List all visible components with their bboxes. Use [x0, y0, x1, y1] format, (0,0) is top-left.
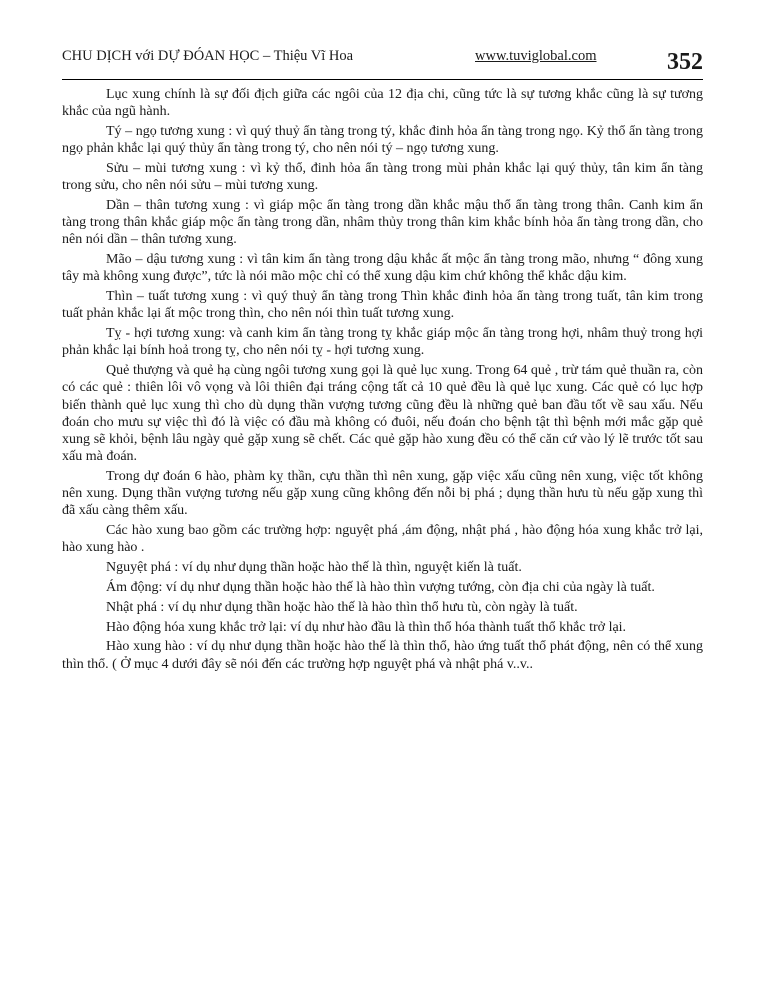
header-divider — [62, 79, 703, 80]
paragraph: Tý – ngọ tương xung : vì quý thuỷ ẩn tàng trong tý, khắc đinh hỏa ẩn tàng trong ngọ. Kỷ thổ ẩn tàng trong ngọ phản khắc lại quý thủy ẩn tàng trong tý, cho nên nói tý – ngọ tương xung. — [62, 124, 703, 157]
paragraph: Lục xung chính là sự đối địch giữa các ngôi của 12 địa chi, cũng tức là sự tương khắc cũng là sự tương khắc của ngũ hành. — [62, 87, 703, 120]
paragraph: Hào động hóa xung khắc trở lại: ví dụ như hào đầu là thìn thổ hóa thành tuất thổ khắc trở lại. — [106, 619, 627, 635]
paragraph: Quẻ thượng và quẻ hạ cùng ngôi tương xung gọi là quẻ lục xung. Trong 64 quẻ , trừ tám quẻ thuần ra, còn có các quẻ : thiên lôi vô vọng và lôi thiên đại tráng cộng tất cả 10 quẻ đều là quẻ lục xung. Các quẻ có lục hợp biến thành quẻ lục xung thì cho dù dụng thần vượng tương cũng đều là những quẻ ban đầu tốt về sau xấu. Nếu đoán cho mưu sự việc thì đó là việc có đầu mà không có đuôi, nếu đoán cho bệnh tật thì bệnh mới mắc gặp quẻ xung sẽ khỏi, bệnh lâu ngày quẻ gặp xung sẽ chết. Các quẻ gặp hào xung đều có thể căn cứ vào lý lẽ trước tốt sau xấu mà đoán. — [62, 363, 703, 465]
page-number: 352 — [667, 49, 703, 75]
website-link[interactable]: www.tuviglobal.com — [475, 48, 597, 64]
paragraph: Các hào xung bao gồm các trường hợp: nguyệt phá ,ám động, nhật phá , hào động hóa xung khắc trở lại, hào xung hào . — [62, 523, 703, 556]
paragraph: Nguyệt phá : ví dụ như dụng thần hoặc hào thế là thìn, nguyệt kiến là tuất. — [106, 560, 522, 576]
paragraph: Sửu – mùi tương xung : vì kỷ thổ, đinh hỏa ẩn tàng trong mùi phản khắc lại quý thủy, tân kim ẩn tàng trong sửu, cho nên nói sửu – mùi tương xung. — [62, 161, 703, 194]
paragraph: Dần – thân tương xung : vì giáp mộc ẩn tàng trong dần khắc mậu thổ ẩn tàng trong thân. Canh kim ẩn tàng trong thân khắc giáp mộc ẩn tàng trong dần, nhâm thủy trong thân kim khắc bính hỏa ẩn tàng trong dần, cho nên nói dần – thân tương xung. — [62, 198, 703, 248]
paragraph: Ám động: ví dụ như dụng thần hoặc hào thế là hào thìn vượng tướng, còn địa chi của ngày là tuất. — [106, 580, 655, 596]
paragraph: Mão – dậu tương xung : vì tân kim ẩn tàng trong dậu khắc ất mộc ẩn tàng trong mão, nhưng “ đông xung tây mà không xung được”, tức là nói mão mộc chỉ có thể xung dậu kim chứ không thể khắc dậu kim. — [62, 252, 703, 285]
page-body — [62, 86, 703, 675]
paragraph: Tỵ - hợi tương xung: và canh kim ẩn tàng trong tỵ khắc giáp mộc ẩn tàng trong hợi, nhâm thuỷ trong hợi phản khắc lại bính hoả trong tỵ, cho nên nói tỵ - hợi tương xung. — [62, 326, 703, 359]
book-title: CHU DỊCH với DỰ ĐÓAN HỌC – Thiệu Vĩ Hoa — [62, 48, 354, 64]
paragraph: Nhật phá : ví dụ như dụng thần hoặc hào thế là hào thìn thổ hưu tù, còn ngày là tuất. — [106, 599, 578, 615]
paragraph: Thìn – tuất tương xung : vì quý thuỷ ẩn tàng trong Thìn khắc đinh hỏa ẩn tàng trong tuất, tân kim trong tuất phản khắc lại ất mộc trong thìn, cho nên nói thìn tuất tương xung. — [62, 289, 703, 322]
paragraph: Hào xung hào : ví dụ như dụng thần hoặc hào thế là thìn thổ, hào ứng tuất thổ phát động, nên có thể xung thìn thổ. ( Ở mục 4 dưới đây sẽ nói đến các trường hợp nguyệt phá và nhật phá v..v.. — [62, 639, 703, 672]
paragraph: Trong dự đoán 6 hào, phàm kỵ thần, cựu thần thì nên xung, gặp việc xấu cũng nên xung, việc tốt không nên xung. Dụng thần vượng tương nếu gặp xung cũng không đến nỗi bị phá ; dụng thần hưu tù nếu gặp xung thì đã xấu càng thêm xấu. — [62, 469, 703, 519]
page-header — [62, 44, 703, 80]
